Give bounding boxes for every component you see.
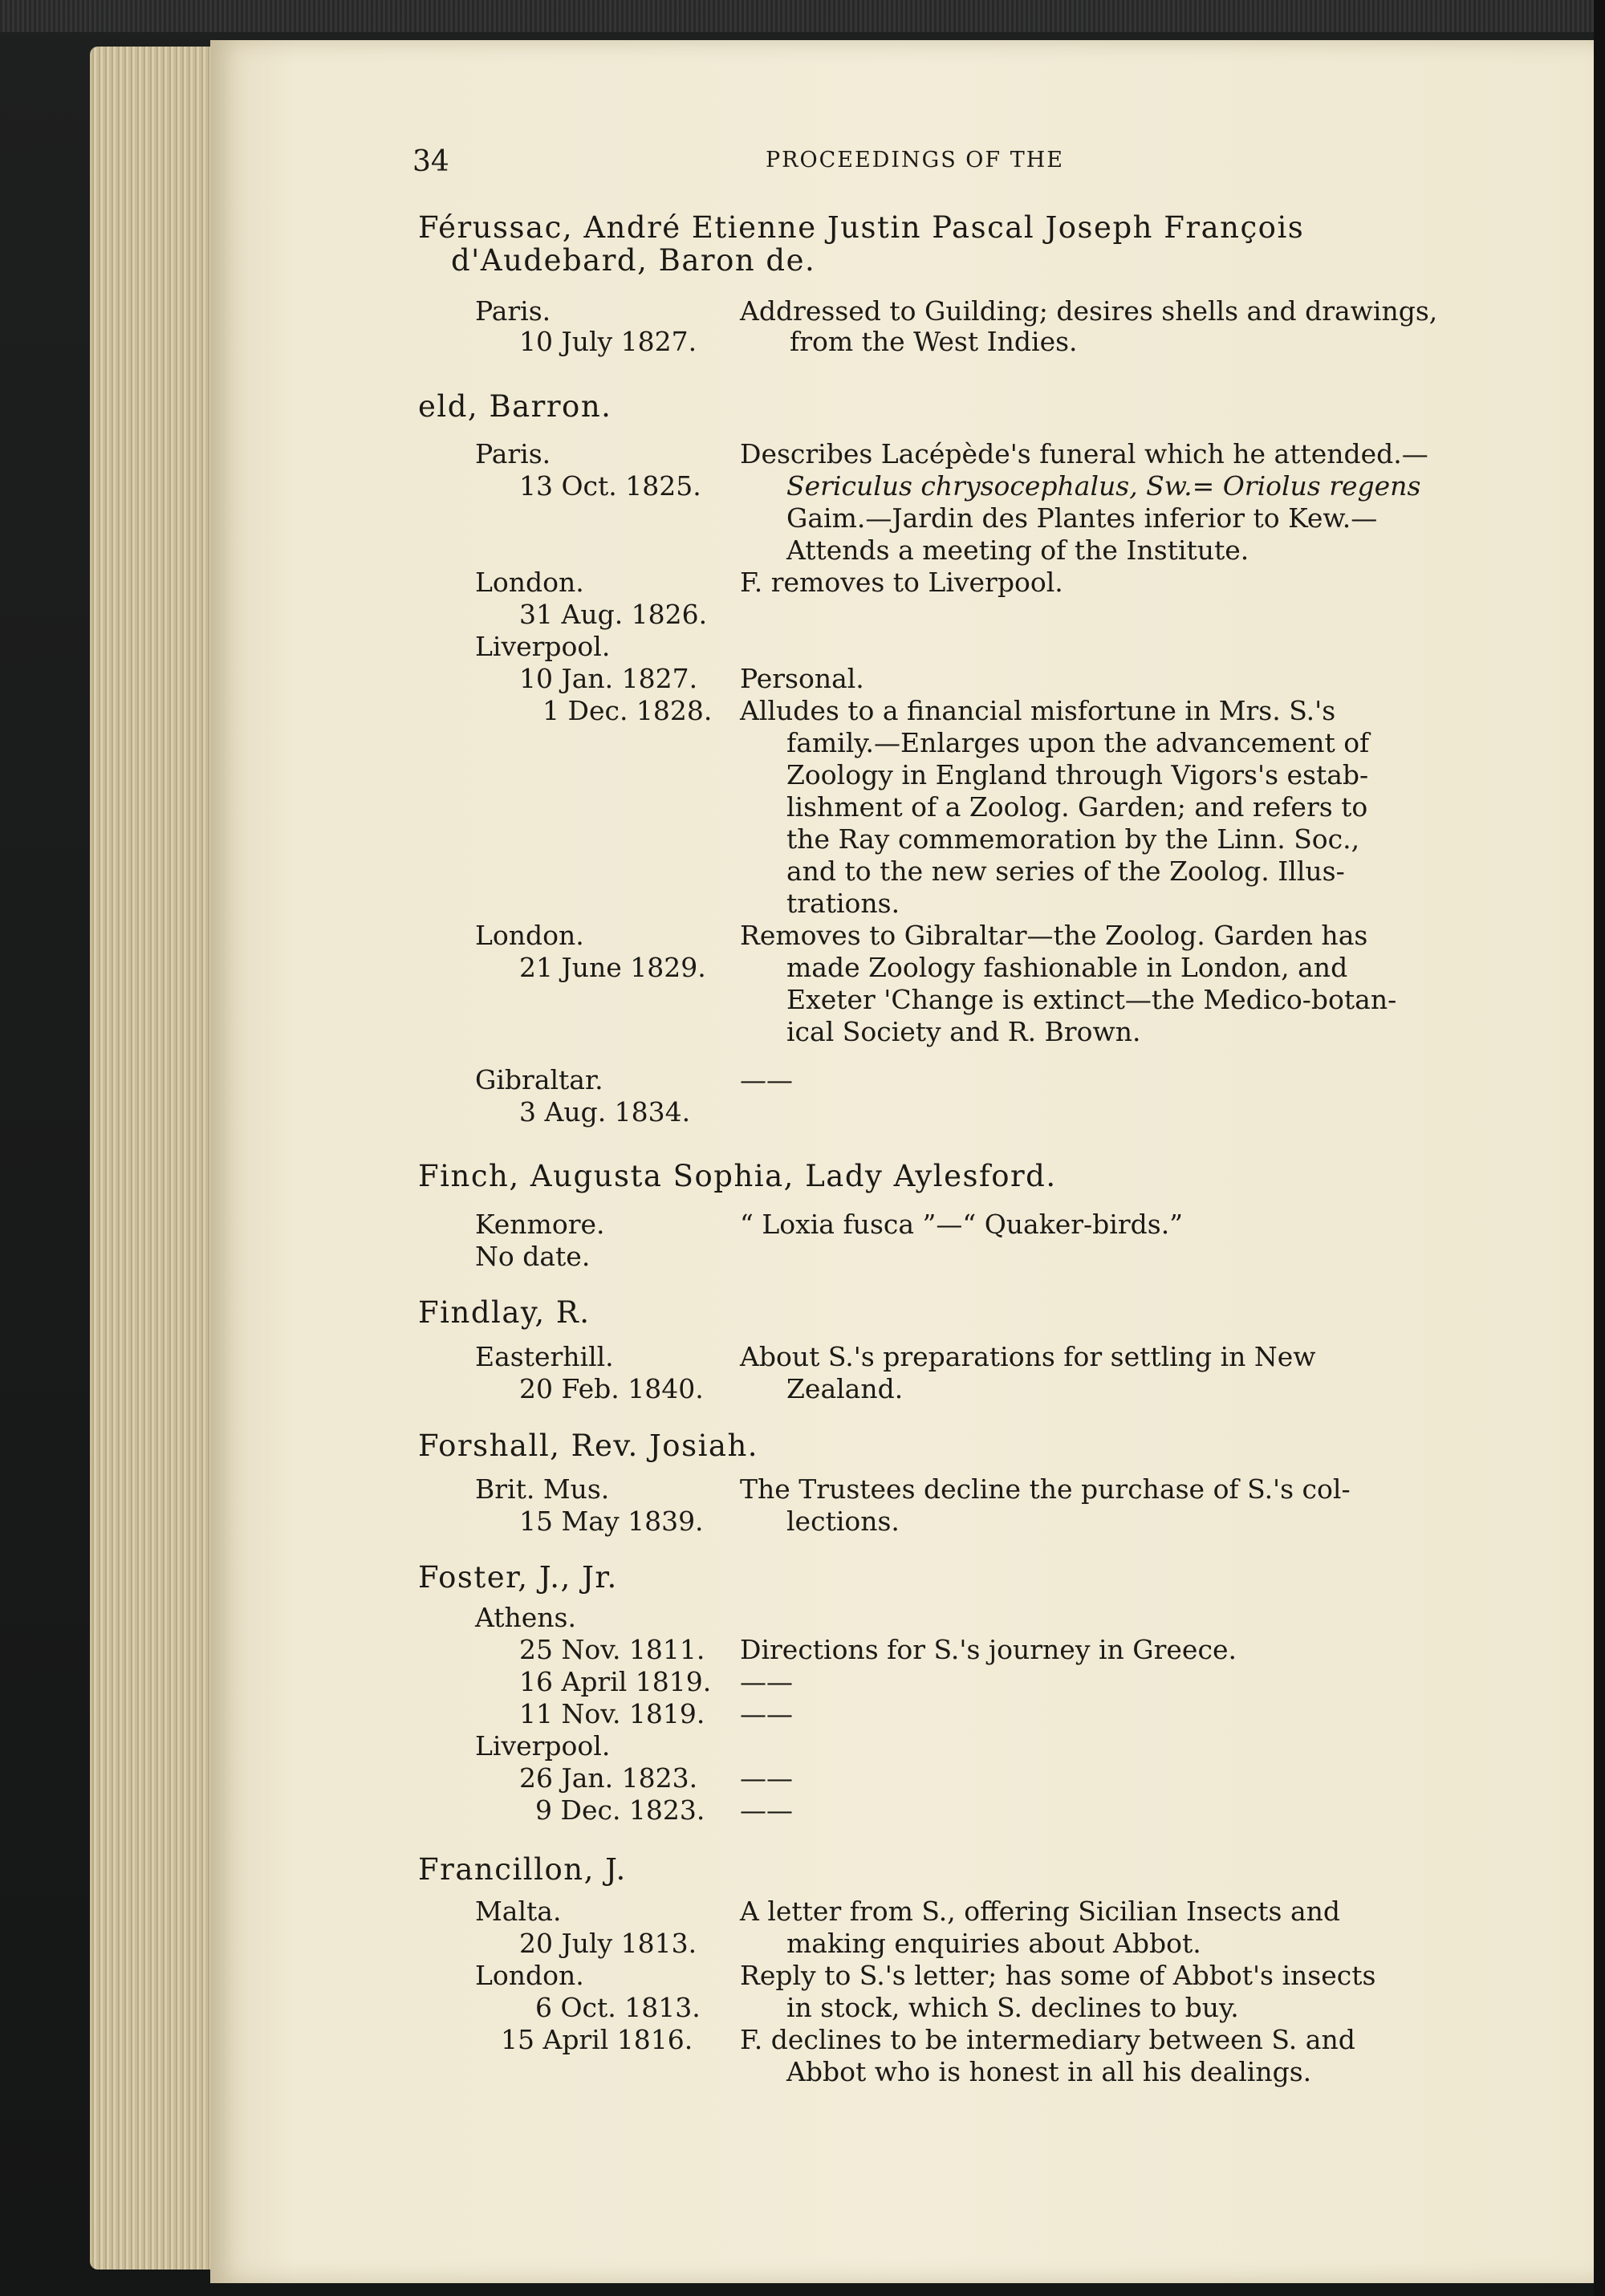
letter-place: Brit. Mus. xyxy=(475,1473,610,1505)
letter-date: 15 May 1839. xyxy=(519,1506,704,1537)
letter-date: 21 June 1829. xyxy=(519,952,706,983)
letter-date: 6 Oct. 1813. xyxy=(535,1992,701,2023)
letter-summary: Zealand. xyxy=(786,1373,904,1404)
letter-date: 10 July 1827. xyxy=(519,326,697,357)
letter-date: 11 Nov. 1819. xyxy=(519,1698,705,1729)
entry-name: Férussac, André Etienne Justin Pascal Joseph François xyxy=(418,210,1305,245)
letter-place: Paris. xyxy=(475,295,551,327)
letter-summary: “ Loxia fusca ”—“ Quaker-birds.” xyxy=(740,1209,1184,1240)
letter-summary: Sericulus chrysocephalus, Sw.= Oriolus regens xyxy=(786,470,1421,502)
letter-date: 13 Oct. 1825. xyxy=(519,470,701,502)
letter-summary: the Ray commemoration by the Linn. Soc., xyxy=(786,823,1360,855)
letter-date: 20 July 1813. xyxy=(519,1928,697,1959)
running-title: PROCEEDINGS OF THE xyxy=(766,148,1065,173)
letter-summary: from the West Indies. xyxy=(790,326,1078,357)
letter-date: 9 Dec. 1823. xyxy=(535,1794,705,1826)
letter-summary: Abbot who is honest in all his dealings. xyxy=(786,2056,1312,2087)
letter-summary: Zoology in England through Vigors's estab- xyxy=(786,759,1369,790)
letter-date: 31 Aug. 1826. xyxy=(519,599,708,630)
letter-summary: Removes to Gibraltar—the Zoolog. Garden has xyxy=(740,920,1368,951)
entry-name: Forshall, Rev. Josiah. xyxy=(418,1428,759,1463)
entry-name: Finch, Augusta Sophia, Lady Aylesford. xyxy=(418,1159,1057,1193)
letter-summary: lishment of a Zoolog. Garden; and refers to xyxy=(786,791,1368,823)
letter-place: Easterhill. xyxy=(475,1341,614,1372)
page-stack-edges xyxy=(90,47,222,2270)
letter-place: London. xyxy=(475,1960,584,1991)
letter-date: 26 Jan. 1823. xyxy=(519,1762,698,1794)
letter-summary: —— xyxy=(740,1666,793,1697)
letter-date: 3 Aug. 1834. xyxy=(519,1096,691,1128)
letter-summary: lections. xyxy=(786,1506,900,1537)
binding-top-edge xyxy=(0,0,1605,32)
letter-place: Paris. xyxy=(475,438,551,469)
letter-summary: A letter from S., offering Sicilian Insects and xyxy=(740,1896,1340,1927)
letter-summary: The Trustees decline the purchase of S.'s col- xyxy=(740,1473,1351,1505)
letter-date: 16 April 1819. xyxy=(519,1666,712,1697)
entry-name: d'Audebard, Baron de. xyxy=(451,243,816,278)
letter-summary: Reply to S.'s letter; has some of Abbot's insects xyxy=(740,1960,1376,1991)
letter-summary: —— xyxy=(740,1762,793,1794)
letter-summary: —— xyxy=(740,1064,793,1095)
letter-summary: making enquiries about Abbot. xyxy=(786,1928,1201,1959)
letter-date: 20 Feb. 1840. xyxy=(519,1373,704,1404)
letter-summary: Addressed to Guilding; desires shells and drawings, xyxy=(740,295,1438,327)
entry-name: eld, Barron. xyxy=(418,389,612,424)
letter-place: London. xyxy=(475,567,584,598)
letter-summary: Alludes to a financial misfortune in Mrs. S.'s xyxy=(740,695,1336,726)
cover-right-edge xyxy=(1594,0,1605,2296)
letter-summary: Directions for S.'s journey in Greece. xyxy=(740,1634,1237,1665)
letter-place: London. xyxy=(475,920,584,951)
letter-place: Malta. xyxy=(475,1896,562,1927)
page-number: 34 xyxy=(412,145,449,178)
letter-summary: Personal. xyxy=(740,663,864,694)
letter-summary: Gaim.—Jardin des Plantes inferior to Kew.— xyxy=(786,502,1378,534)
letter-summary: —— xyxy=(740,1698,793,1729)
letter-date: 15 April 1816. xyxy=(501,2024,693,2055)
letter-date: 25 Nov. 1811. xyxy=(519,1634,705,1665)
entry-name: Findlay, R. xyxy=(418,1295,591,1330)
letter-date: 10 Jan. 1827. xyxy=(519,663,698,694)
entry-name: Foster, J., Jr. xyxy=(418,1560,618,1595)
letter-summary: Describes Lacépède's funeral which he attended.— xyxy=(740,438,1428,469)
entry-name: Francillon, J. xyxy=(418,1852,627,1887)
letter-place: Liverpool. xyxy=(475,1730,611,1762)
letter-place: Liverpool. xyxy=(475,631,611,662)
letter-place: Kenmore. xyxy=(475,1209,605,1240)
letter-summary: Attends a meeting of the Institute. xyxy=(786,534,1249,566)
letter-date: No date. xyxy=(475,1241,591,1272)
letter-summary: About S.'s preparations for settling in New xyxy=(740,1341,1316,1372)
letter-summary: ical Society and R. Brown. xyxy=(786,1016,1141,1047)
page-content xyxy=(210,40,1594,2283)
letter-summary: Exeter 'Change is extinct—the Medico-botan- xyxy=(786,984,1397,1015)
letter-summary: trations. xyxy=(786,888,900,919)
letter-summary: family.—Enlarges upon the advancement of xyxy=(786,727,1370,758)
letter-place: Athens. xyxy=(475,1602,576,1633)
letter-date: 1 Dec. 1828. xyxy=(542,695,713,726)
letter-summary: in stock, which S. declines to buy. xyxy=(786,1992,1239,2023)
letter-summary: made Zoology fashionable in London, and xyxy=(786,952,1348,983)
letter-summary: F. removes to Liverpool. xyxy=(740,567,1063,598)
letter-summary: —— xyxy=(740,1794,793,1826)
letter-summary: and to the new series of the Zoolog. Illus- xyxy=(786,855,1345,887)
letter-summary: F. declines to be intermediary between S. and xyxy=(740,2024,1355,2055)
letter-place: Gibraltar. xyxy=(475,1064,603,1095)
